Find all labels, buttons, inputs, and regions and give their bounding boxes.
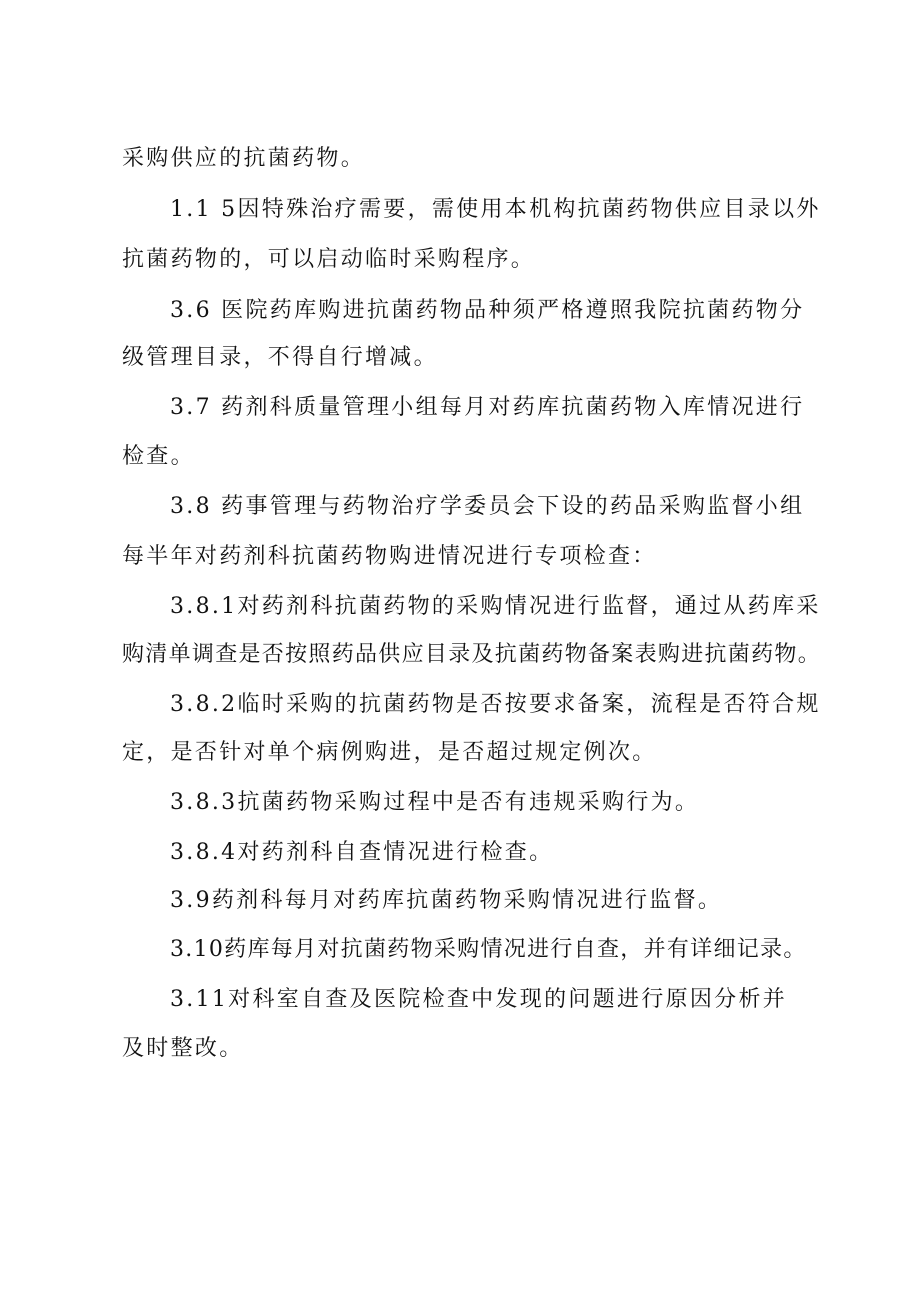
text-line: 采购供应的抗菌药物。: [122, 146, 366, 171]
text-line: 每半年对药剂科抗菌药物购进情况进行专项检查：: [122, 544, 657, 569]
text-line: 购清单调查是否按照药品供应目录及抗菌药物备案表购进抗菌药物。: [122, 642, 822, 667]
text-line: 3.8.3抗菌药物采购过程中是否有违规采购行为。: [170, 790, 700, 815]
text-line: 3.8 药事管理与药物治疗学委员会下设的药品采购监督小组: [170, 494, 805, 519]
text-line: 3.9药剂科每月对药库抗菌药物采购情况进行监督。: [170, 888, 723, 913]
text-line: 1.1 5因特殊治疗需要，需使用本机构抗菌药物供应目录以外: [170, 197, 821, 222]
text-line: 抗菌药物的，可以启动临时采购程序。: [122, 247, 536, 272]
text-line: 检查。: [122, 444, 195, 469]
text-line: 3.10药库每月对抗菌药物采购情况进行自查，并有详细记录。: [170, 937, 807, 962]
text-line: 级管理目录，不得自行增减。: [122, 345, 438, 370]
text-line: 3.8.2临时采购的抗菌药物是否按要求备案，流程是否符合规: [170, 692, 821, 717]
text-line: 3.8.4对药剂科自查情况进行检查。: [170, 840, 554, 865]
text-line: 定，是否针对单个病例购进，是否超过规定例次。: [122, 740, 657, 765]
text-line: 3.8.1对药剂科抗菌药物的采购情况进行监督，通过从药库采: [170, 594, 821, 619]
text-line: 及时整改。: [122, 1036, 244, 1061]
text-line: 3.7 药剂科质量管理小组每月对药库抗菌药物入库情况进行: [170, 395, 805, 420]
text-line: 3.6 医院药库购进抗菌药物品种须严格遵照我院抗菌药物分: [170, 298, 805, 323]
text-line: 3.11对科室自查及医院检查中发现的问题进行原因分析并: [170, 987, 788, 1012]
